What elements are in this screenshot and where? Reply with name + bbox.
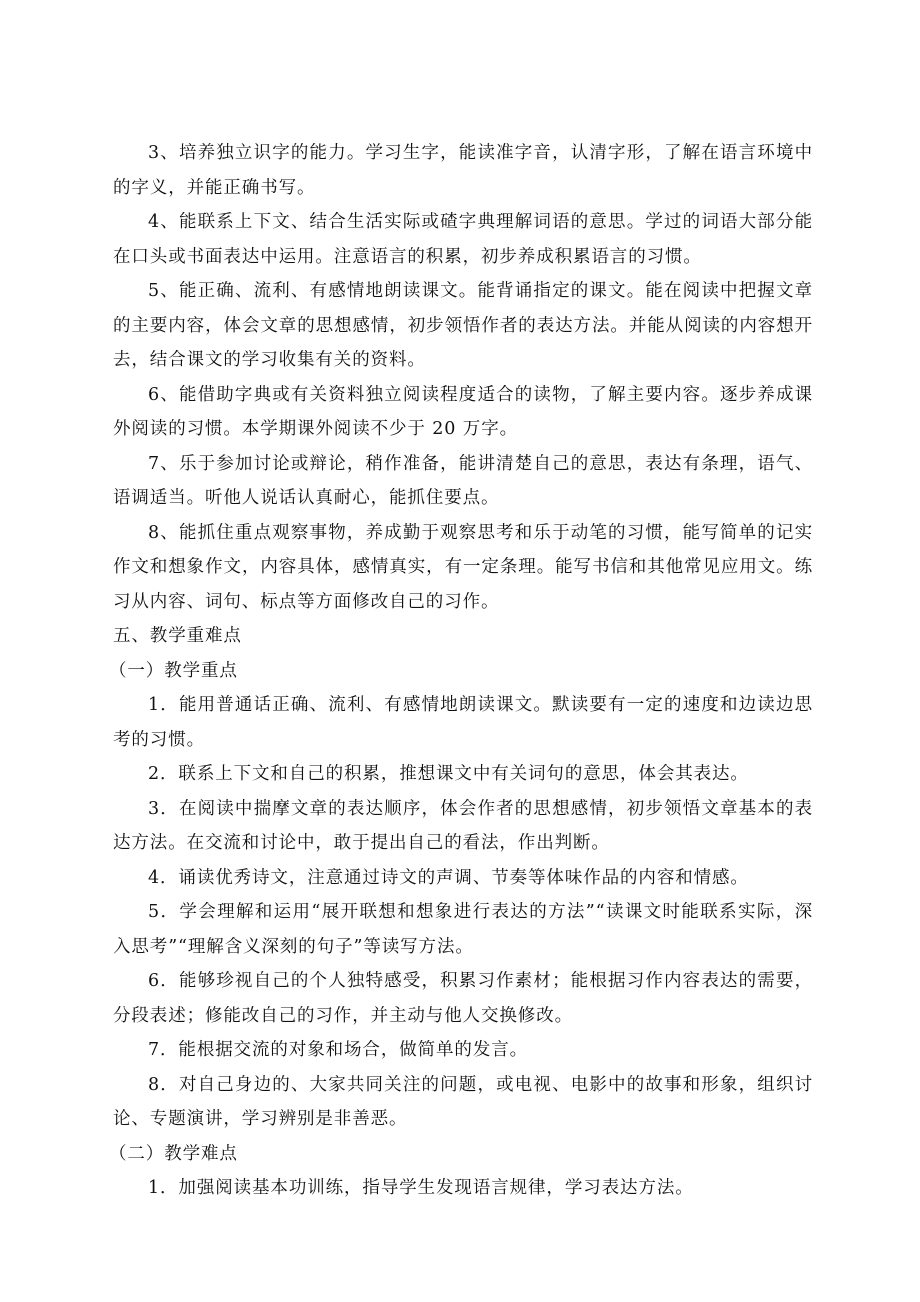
paragraph-goal-6: 6、能借助字典或有关资料独立阅读程度适合的读物，了解主要内容。逐步养成课外阅读的习惯。本学期课外阅读不少于 20 万字。 [113,384,813,439]
paragraph-difficulty-1: 1．加强阅读基本功训练，指导学生发现语言规律，学习表达方法。 [148,1178,694,1198]
section-title: 五、教学重难点 [113,626,242,646]
paragraph-goal-3: 3、培养独立识字的能力。学习生字，能读准字音，认清字形，了解在语言环境中的字义，并能正确书写。 [113,143,813,198]
paragraph-key-point-7: 7．能根据交流的对象和场合，做简单的发言。 [148,1040,529,1060]
paragraph-goal-4: 4、能联系上下文、结合生活实际或碴字典理解词语的意思。学过的词语大部分能在口头或书面表达中运用。注意语言的积累，初步养成积累语言的习惯。 [113,212,813,267]
paragraph-key-point-5: 5．学会理解和运用“展开联想和想象进行表达的方法”“读课文时能联系实际，深入思考”“理解含义深刻的句子”等读写方法。 [113,902,813,957]
paragraph-key-point-6: 6．能够珍视自己的个人独特感受，积累习作素材；能根据习作内容表达的需要，分段表述；修能改自己的习作，并主动与他人交换修改。 [113,971,813,1026]
paragraph-key-point-3: 3．在阅读中揣摩文章的表达顺序，体会作者的思想感情，初步领悟文章基本的表达方法。在交流和讨论中，敢于提出自己的看法，作出判断。 [113,798,813,853]
subsection-title-difficulties: （二）教学难点 [109,1143,238,1164]
paragraph-key-point-8: 8．对自己身边的、大家共同关注的问题，或电视、电影中的故事和形象，组织讨论、专题演讲，学习辨别是非善恶。 [113,1074,813,1129]
subsection-title-key-points: （一）教学重点 [109,660,238,681]
paragraph-goal-8: 8、能抓住重点观察事物，养成勤于观察思考和乐于动笔的习惯，能写简单的记实作文和想象作文，内容具体，感情真实，有一定条理。能写书信和其他常见应用文。练习从内容、词句、标点等方面修改自己的习作。 [113,522,813,612]
paragraph-goal-7: 7、乐于参加讨论或辩论，稍作准备，能讲清楚自己的意思，表达有条理，语气、语调适当。听他人说话认真耐心，能抓住要点。 [113,453,813,508]
paragraph-key-point-2: 2．联系上下文和自己的积累，推想课文中有关词句的意思，体会其表达。 [148,764,749,784]
paragraph-goal-5: 5、能正确、流利、有感情地朗读课文。能背诵指定的课文。能在阅读中把握文章的主要内容，体会文章的思想感情，初步领悟作者的表达方法。并能从阅读的内容想开去，结合课文的学习收集有关的资料。 [113,281,813,370]
paragraph-key-point-1: 1．能用普通话正确、流利、有感情地朗读课文。默读要有一定的速度和边读边思考的习惯。 [113,695,813,750]
document-body [109,136,813,1206]
paragraph-key-point-4: 4．诵读优秀诗文，注意通过诗文的声调、节奏等体味作品的内容和情感。 [148,867,749,888]
